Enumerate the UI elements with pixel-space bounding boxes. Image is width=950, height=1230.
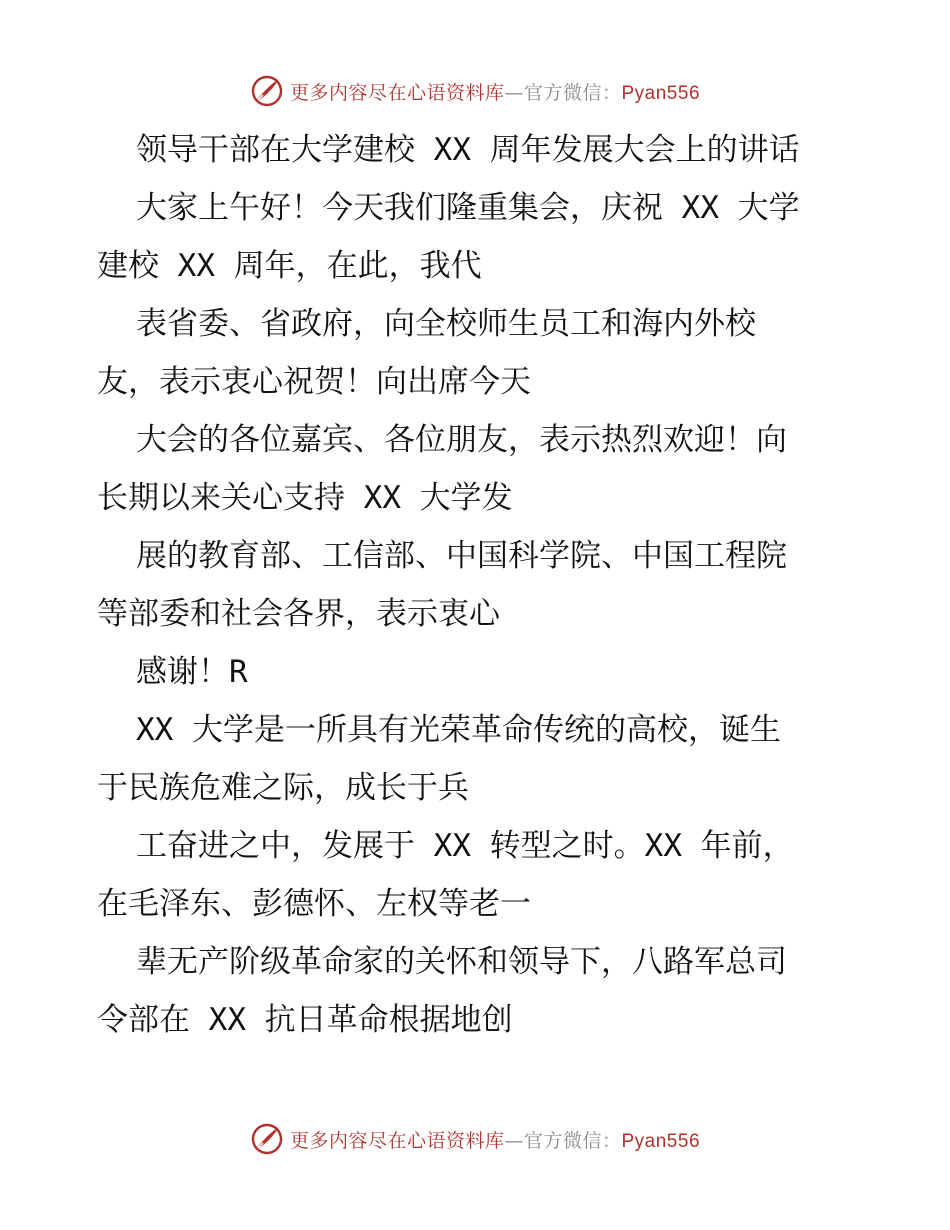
text-line: 于民族危难之际，成长于兵 bbox=[97, 770, 469, 806]
text-line: 在毛泽东、彭德怀、左权等老一 bbox=[97, 886, 531, 922]
text-line: 展的教育部、工信部、中国科学院、中国工程院 bbox=[136, 538, 787, 574]
text-line: XX 大学是一所具有光荣革命传统的高校，诞生 bbox=[136, 712, 781, 748]
text-line: 大会的各位嘉宾、各位朋友，表示热烈欢迎！向 bbox=[136, 422, 787, 458]
text-line: 大家上午好！今天我们隆重集会，庆祝 XX 大学 bbox=[136, 190, 800, 226]
banner-part2: 官方微信： bbox=[523, 1129, 622, 1152]
document-title: 领导干部在大学建校 XX 周年发展大会上的讲话 bbox=[136, 132, 800, 168]
banner-text bbox=[290, 78, 700, 105]
footer-banner bbox=[0, 1119, 950, 1159]
banner-part2: 官方微信： bbox=[523, 81, 622, 104]
banner-text bbox=[290, 1126, 700, 1153]
quill-pen-logo-icon bbox=[250, 74, 284, 108]
quill-pen-logo-icon bbox=[250, 1122, 284, 1156]
text-line: 建校 XX 周年，在此，我代 bbox=[97, 248, 482, 284]
text-line: 等部委和社会各界，表示衷心 bbox=[97, 596, 500, 632]
banner-dash: — bbox=[504, 81, 524, 104]
text-line: 令部在 XX 抗日革命根据地创 bbox=[97, 1002, 513, 1038]
banner-handle: Pyan556 bbox=[621, 82, 701, 104]
banner-part1: 更多内容尽在心语资料库 bbox=[289, 1129, 505, 1152]
text-line: 表省委、省政府，向全校师生员工和海内外校 bbox=[136, 306, 756, 342]
text-line: 友，表示衷心祝贺！向出席今天 bbox=[97, 364, 531, 400]
text-line: 感谢！R bbox=[136, 654, 248, 690]
text-line: 长期以来关心支持 XX 大学发 bbox=[97, 480, 513, 516]
text-line: 辈无产阶级革命家的关怀和领导下，八路军总司 bbox=[136, 944, 787, 980]
banner-part1: 更多内容尽在心语资料库 bbox=[289, 81, 505, 104]
banner-dash: — bbox=[504, 1129, 524, 1152]
header-banner bbox=[0, 71, 950, 111]
text-line: 工奋进之中，发展于 XX 转型之时。XX 年前， bbox=[136, 828, 794, 864]
banner-handle: Pyan556 bbox=[621, 1130, 701, 1152]
